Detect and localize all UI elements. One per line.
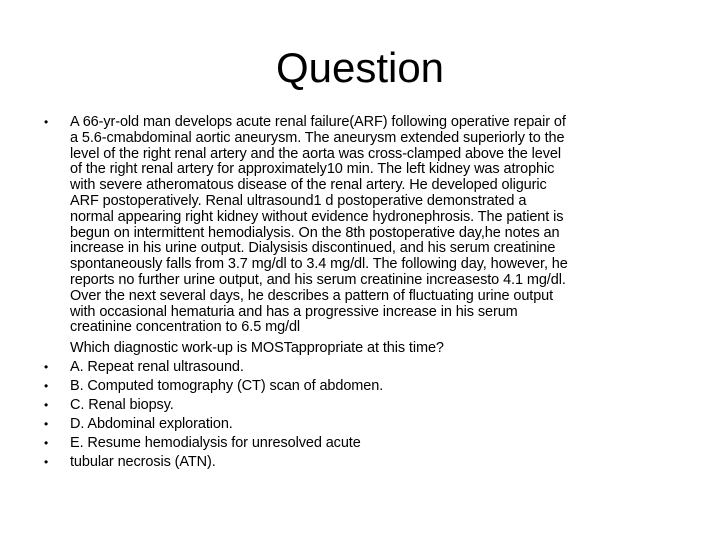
question-prompt: Which diagnostic work-up is MOSTappropriate at this time? — [70, 340, 444, 357]
bullet-glyph: • — [44, 455, 49, 470]
bullet-glyph: • — [44, 417, 49, 432]
stem-line: reports no further urine output, and his serum creatinine increasesto 4.1 mg/dl. — [70, 271, 566, 288]
option-label: C. Renal biopsy. — [70, 397, 174, 414]
option-label: E. Resume hemodialysis for unresolved acute — [70, 435, 361, 452]
bullet-glyph: • — [44, 398, 49, 413]
stem-line: with severe atheromatous disease of the renal artery. He developed oliguric — [70, 177, 547, 194]
bullet-stem — [40, 115, 680, 358]
answer-option-c — [40, 396, 680, 415]
stem-line: creatinine concentration to 6.5 mg/dl — [70, 319, 301, 336]
stem-line: spontaneously falls from 3.7 mg/dl to 3.4 mg/dl. The following day, however, he — [70, 256, 568, 273]
bullet-list — [40, 115, 680, 472]
answer-option-b — [40, 377, 680, 396]
stem-line: a 5.6-cmabdominal aortic aneurysm. The aneurysm extended superiorly to the — [70, 129, 565, 146]
answer-option-e-continued — [40, 453, 680, 472]
stem-line: level of the right renal artery and the aorta was cross-clamped above the level — [70, 145, 562, 162]
answer-option-e — [40, 434, 680, 453]
stem-line: increase in his urine output. Dialysisis discontinued, and his serum creatinine — [70, 240, 556, 257]
question-stem — [70, 115, 680, 358]
option-label: B. Computed tomography (CT) scan of abdomen. — [70, 378, 384, 395]
option-label: D. Abdominal exploration. — [70, 416, 233, 433]
bullet-glyph: • — [44, 436, 49, 451]
bullet-glyph: • — [44, 360, 49, 375]
stem-line: ARF postoperatively. Renal ultrasound1 d postoperative demonstrated a — [70, 192, 527, 209]
option-label: A. Repeat renal ultrasound. — [70, 359, 244, 376]
stem-line: normal appearing right kidney without evidence hydronephrosis. The patient is — [70, 208, 564, 225]
answer-option-a — [40, 358, 680, 377]
bullet-glyph: • — [44, 379, 49, 394]
option-label: tubular necrosis (ATN). — [70, 454, 216, 471]
stem-line: A 66-yr-old man develops acute renal failure(ARF) following operative repair of — [70, 114, 566, 130]
stem-paragraph — [70, 115, 680, 336]
stem-line: with occasional hematuria and has a progressive increase in his serum — [70, 303, 518, 320]
stem-line: Over the next several days, he describes a pattern of fluctuating urine output — [70, 287, 554, 304]
stem-line: begun on intermittent hemodialysis. On the 8th postoperative day,he notes an — [70, 224, 560, 241]
bullet-glyph: • — [44, 115, 49, 129]
stem-line: of the right renal artery for approximately10 min. The left kidney was atrophic — [70, 161, 555, 178]
slide-title: Question — [275, 44, 445, 91]
answer-option-d — [40, 415, 680, 434]
